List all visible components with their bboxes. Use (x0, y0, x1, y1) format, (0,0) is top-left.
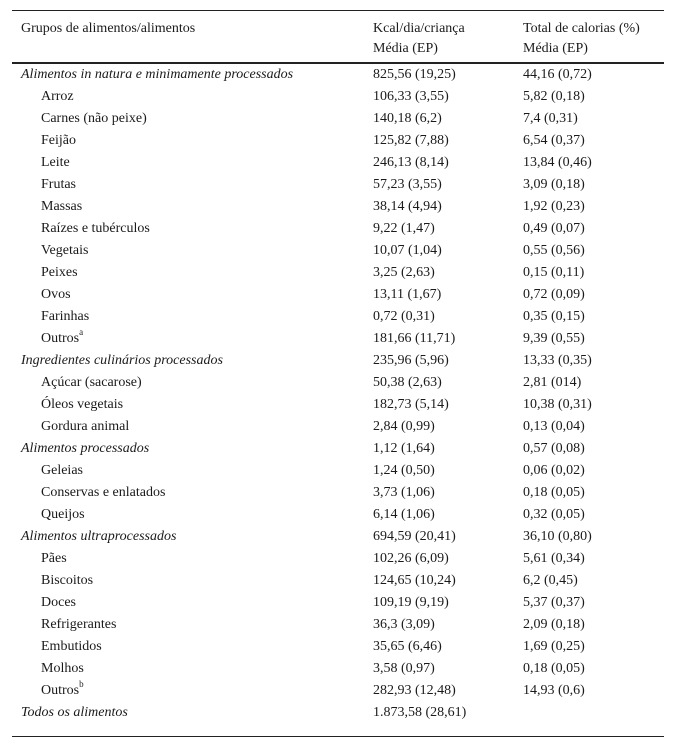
percent-cell: 6,54 (0,37) (523, 133, 585, 148)
header-kcal (373, 19, 465, 59)
food-name-cell (41, 240, 88, 262)
footnote-marker: b (79, 679, 84, 690)
percent-cell: 5,82 (0,18) (523, 89, 585, 104)
percent-cell: 0,13 (0,04) (523, 419, 585, 434)
percent-cell: 5,61 (0,34) (523, 551, 585, 566)
percent-cell: 13,84 (0,46) (523, 155, 592, 170)
table-group-row (12, 702, 664, 724)
food-name-cell (21, 702, 128, 724)
food-name-cell (21, 64, 293, 86)
percent-cell: 0,15 (0,11) (523, 265, 585, 280)
food-name: Biscoitos (41, 573, 94, 588)
kcal-cell: 106,33 (3,55) (373, 89, 449, 104)
percent-cell: 44,16 (0,72) (523, 67, 592, 82)
food-name-cell (41, 372, 142, 394)
kcal-cell: 282,93 (12,48) (373, 683, 456, 698)
kcal-cell: 57,23 (3,55) (373, 177, 442, 192)
kcal-cell: 140,18 (6,2) (373, 111, 442, 126)
food-name-cell (21, 350, 223, 372)
kcal-cell: 1,24 (0,50) (373, 463, 435, 478)
food-name: Conservas e enlatados (41, 485, 166, 500)
header-col3-line2: Média (EP) (523, 41, 588, 56)
food-name-cell (41, 570, 93, 592)
table-row (12, 416, 664, 438)
header-food-groups (21, 19, 195, 39)
percent-cell: 3,09 (0,18) (523, 177, 585, 192)
table-row (12, 152, 664, 174)
table-row (12, 328, 664, 350)
kcal-cell: 1,12 (1,64) (373, 441, 435, 456)
table-row (12, 658, 664, 680)
table-group-row (12, 350, 664, 372)
table-row (12, 614, 664, 636)
percent-cell: 0,32 (0,05) (523, 507, 585, 522)
table-group-row (12, 438, 664, 460)
table-row (12, 240, 664, 262)
percent-cell: 0,49 (0,07) (523, 221, 585, 236)
kcal-cell: 10,07 (1,04) (373, 243, 442, 258)
food-name-cell (41, 680, 84, 702)
food-name: Farinhas (41, 309, 90, 324)
food-name-cell (41, 548, 67, 570)
food-name-cell (41, 592, 76, 614)
food-name-cell (41, 196, 82, 218)
kcal-cell: 102,26 (6,09) (373, 551, 449, 566)
kcal-cell: 9,22 (1,47) (373, 221, 435, 236)
header-col3-line1: Total de calorias (%) (523, 21, 640, 36)
food-name: Leite (41, 155, 70, 170)
food-name-cell (41, 614, 116, 636)
food-name-cell (41, 658, 84, 680)
food-name: Óleos vegetais (41, 397, 124, 412)
food-name-cell (41, 262, 78, 284)
percent-cell: 0,35 (0,15) (523, 309, 585, 324)
food-name-cell (41, 416, 129, 438)
food-name: Ingredientes culinários processados (21, 353, 223, 368)
kcal-cell: 38,14 (4,94) (373, 199, 442, 214)
kcal-cell: 182,73 (5,14) (373, 397, 449, 412)
footnote-marker: a (79, 327, 84, 338)
header-col1-text: Grupos de alimentos/alimentos (21, 21, 196, 36)
kcal-cell: 3,58 (0,97) (373, 661, 435, 676)
percent-cell: 1,92 (0,23) (523, 199, 585, 214)
food-name-cell (41, 108, 147, 130)
food-name: Geleias (41, 463, 83, 478)
percent-cell: 2,81 (014) (523, 375, 582, 390)
kcal-cell: 36,3 (3,09) (373, 617, 435, 632)
table-row (12, 218, 664, 240)
food-name-cell (41, 86, 74, 108)
percent-cell: 0,18 (0,05) (523, 485, 585, 500)
table-row (12, 108, 664, 130)
food-name: Carnes (não peixe) (41, 111, 147, 126)
percent-cell: 0,72 (0,09) (523, 287, 585, 302)
percent-cell: 5,37 (0,37) (523, 595, 585, 610)
food-name: Alimentos ultraprocessados (21, 529, 177, 544)
table-row (12, 262, 664, 284)
food-name: Refrigerantes (41, 617, 117, 632)
table-row (12, 592, 664, 614)
percent-cell: 9,39 (0,55) (523, 331, 585, 346)
kcal-cell: 3,73 (1,06) (373, 485, 435, 500)
food-name: Alimentos processados (21, 441, 150, 456)
food-name: Massas (41, 199, 83, 214)
percent-cell: 14,93 (0,6) (523, 683, 585, 698)
food-name-cell (41, 394, 123, 416)
percent-cell: 10,38 (0,31) (523, 397, 592, 412)
kcal-cell: 109,19 (9,19) (373, 595, 449, 610)
kcal-cell: 235,96 (5,96) (373, 353, 449, 368)
table-row (12, 570, 664, 592)
kcal-cell: 694,59 (20,41) (373, 529, 456, 544)
food-name-cell (41, 284, 71, 306)
kcal-cell: 35,65 (6,46) (373, 639, 442, 654)
food-name-cell (41, 328, 83, 350)
percent-cell: 7,4 (0,31) (523, 111, 578, 126)
food-name: Frutas (41, 177, 76, 192)
percent-cell: 1,69 (0,25) (523, 639, 585, 654)
kcal-cell: 50,38 (2,63) (373, 375, 442, 390)
food-name: Peixes (41, 265, 78, 280)
percent-cell: 0,57 (0,08) (523, 441, 585, 456)
food-name: Alimentos in natura e minimamente processados (21, 67, 294, 82)
kcal-cell: 6,14 (1,06) (373, 507, 435, 522)
food-name: Gordura animal (41, 419, 130, 434)
food-name-cell (41, 152, 70, 174)
food-name: Molhos (41, 661, 84, 676)
percent-cell: 6,2 (0,45) (523, 573, 578, 588)
table-row (12, 174, 664, 196)
kcal-cell: 246,13 (8,14) (373, 155, 449, 170)
table-row (12, 504, 664, 526)
food-name-cell (41, 504, 85, 526)
table-bottom-rule (12, 736, 664, 737)
table-row (12, 548, 664, 570)
food-name-cell (41, 130, 76, 152)
table-row (12, 680, 664, 702)
percent-cell: 0,06 (0,02) (523, 463, 585, 478)
kcal-cell: 181,66 (11,71) (373, 331, 456, 346)
table-row (12, 372, 664, 394)
food-name-cell (41, 636, 102, 658)
kcal-cell: 2,84 (0,99) (373, 419, 435, 434)
food-name-cell (21, 438, 149, 460)
food-name: Raízes e tubérculos (41, 221, 150, 236)
kcal-cell: 825,56 (19,25) (373, 67, 456, 82)
food-name: Vegetais (41, 243, 89, 258)
food-name-cell (41, 460, 83, 482)
percent-cell: 13,33 (0,35) (523, 353, 592, 368)
table-row (12, 130, 664, 152)
table-row (12, 284, 664, 306)
food-name-cell (41, 174, 76, 196)
table-row (12, 394, 664, 416)
kcal-cell: 1.873,58 (28,61) (373, 705, 467, 720)
percent-cell: 2,09 (0,18) (523, 617, 585, 632)
table-group-row (12, 64, 664, 86)
food-name: Outros (41, 331, 80, 346)
food-name: Todos os alimentos (21, 705, 128, 720)
table-body (12, 64, 664, 724)
table-row (12, 86, 664, 108)
kcal-cell: 3,25 (2,63) (373, 265, 435, 280)
food-name-cell (41, 306, 89, 328)
food-name: Açúcar (sacarose) (41, 375, 142, 390)
percent-cell: 0,55 (0,56) (523, 243, 585, 258)
food-name: Ovos (41, 287, 71, 302)
food-name-cell (21, 526, 176, 548)
header-col2-line2: Média (EP) (373, 41, 438, 56)
food-name-cell (41, 482, 165, 504)
table-row (12, 636, 664, 658)
food-name: Outros (41, 683, 80, 698)
kcal-cell: 124,65 (10,24) (373, 573, 456, 588)
table-row (12, 196, 664, 218)
food-name: Pães (41, 551, 67, 566)
table-row (12, 482, 664, 504)
table-row (12, 460, 664, 482)
header-total-calories (523, 19, 640, 59)
table-row (12, 306, 664, 328)
food-name: Doces (41, 595, 76, 610)
table-top-rule (12, 10, 664, 11)
percent-cell: 36,10 (0,80) (523, 529, 592, 544)
food-name-cell (41, 218, 150, 240)
kcal-cell: 13,11 (1,67) (373, 287, 442, 302)
kcal-cell: 0,72 (0,31) (373, 309, 435, 324)
table-group-row (12, 526, 664, 548)
header-col2-line1: Kcal/dia/criança (373, 21, 465, 36)
kcal-cell: 125,82 (7,88) (373, 133, 449, 148)
food-name: Arroz (41, 89, 74, 104)
percent-cell: 0,18 (0,05) (523, 661, 585, 676)
food-name: Feijão (41, 133, 76, 148)
food-name: Embutidos (41, 639, 102, 654)
food-name: Queijos (41, 507, 85, 522)
